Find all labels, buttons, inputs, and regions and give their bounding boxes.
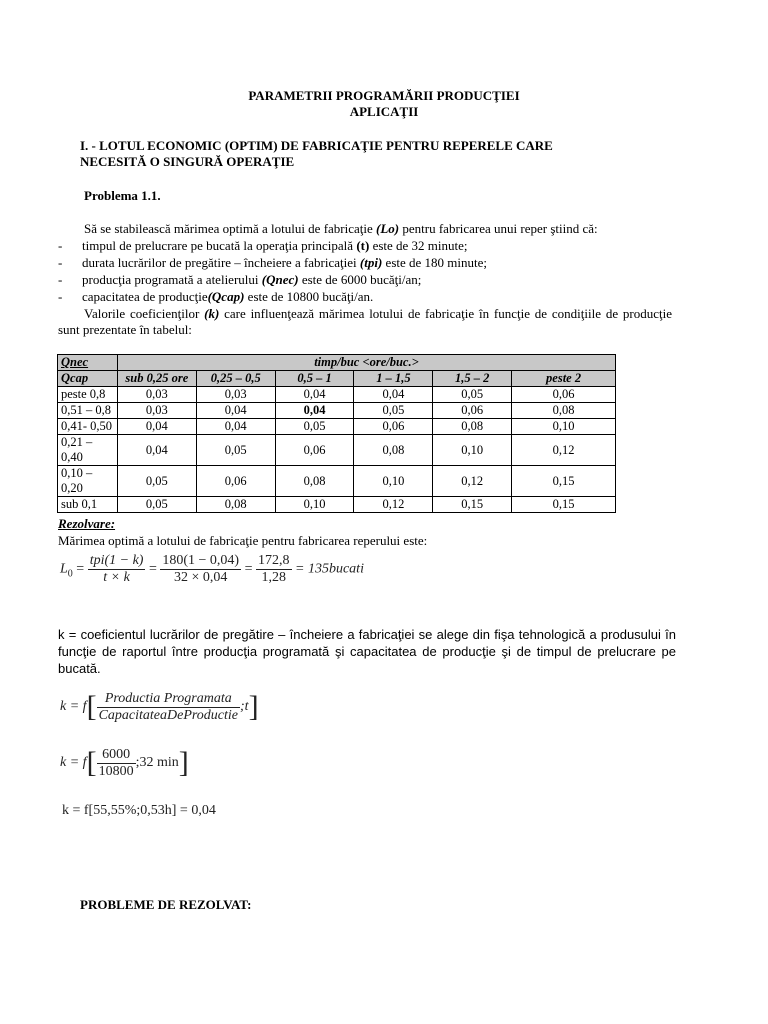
- table-cell: 0,10: [512, 419, 616, 435]
- table-cell: 0,03: [117, 387, 196, 403]
- solution-text: Mărimea optimă a lotului de fabricaţie pentru fabricarea reperului este:: [58, 533, 428, 548]
- table-column-header: peste 2: [512, 371, 616, 387]
- table-cell: 0,15: [512, 497, 616, 513]
- table-cell: 0,15: [512, 466, 616, 497]
- table-row: [58, 419, 616, 435]
- table-column-header: 1 – 1,5: [354, 371, 433, 387]
- table-cell: 0,06: [512, 387, 616, 403]
- table-cell: 0,05: [275, 419, 354, 435]
- document-title: PARAMETRII PROGRAMĂRII PRODUCŢIEI: [248, 88, 520, 103]
- table-cell: 0,04: [117, 435, 196, 466]
- intro-before: Să se stabilească mărimea optimă a lotului de fabricaţie: [84, 221, 377, 236]
- coefficient-table: [57, 354, 616, 513]
- table-cell: 0,10: [275, 497, 354, 513]
- table-corner-top: Qnec: [58, 355, 118, 371]
- table-row: [58, 387, 616, 403]
- table-cell: 0,06: [275, 435, 354, 466]
- table-cell: 0,08: [433, 419, 512, 435]
- table-cell: 0,08: [275, 466, 354, 497]
- k-formula-general: k = f[ $\frac{\text{Productia Programata}}{\text{CapacitateaDeProductie}}$ ;t]: [60, 690, 259, 723]
- table-cell: 0,08: [354, 435, 433, 466]
- table-row: [58, 466, 616, 497]
- table-cell: 0,04: [354, 387, 433, 403]
- section-title-line2: NECESITĂ O SINGURĂ OPERAŢIE: [80, 154, 295, 169]
- table-cell: 0,12: [512, 435, 616, 466]
- table-column-header: 0,25 – 0,5: [196, 371, 275, 387]
- table-cell: 0,08: [512, 403, 616, 419]
- k-coefficient-paragraph: k = coeficientul lucrărilor de pregătire – încheiere a fabricaţiei se alege din fişa tehnologică a produsului în funcţie de raportul între producţia programată şi capacitatea de producţie şi de timpul de prelucrare pe bucată.: [58, 627, 676, 676]
- table-row-label: 0,41- 0,50: [58, 419, 118, 435]
- k-formula-result: k = f[55,55%;0,53h] = 0,04: [62, 803, 216, 818]
- intro-lo: (Lo): [376, 221, 400, 236]
- table-row-label: 0,51 – 0,8: [58, 403, 118, 419]
- section-title-line1: I. - LOTUL ECONOMIC (OPTIM) DE FABRICAŢIE PENTRU REPERELE CARE: [80, 138, 553, 153]
- table-row-label: sub 0,1: [58, 497, 118, 513]
- lot-formula: $L_0$ = $\frac{\text{tpi(1 − k)}}{t \times k}$ = $\frac{180(1 - 0,04)}{32 \times 0,04}$ = $\frac{172,8}{1,28}$ = 135bucati: [60, 553, 364, 585]
- problem-label: Problema 1.1.: [84, 188, 161, 203]
- table-cell: 0,10: [433, 435, 512, 466]
- k-formula-values: k = f[ $\frac{6000}{10800}$ ;32 min]: [60, 746, 189, 779]
- table-cell: 0,15: [433, 497, 512, 513]
- table-cell: 0,05: [117, 497, 196, 513]
- problems-heading: PROBLEME DE REZOLVAT:: [80, 897, 252, 912]
- table-cell: 0,03: [117, 403, 196, 419]
- table-row-label: 0,21 – 0,40: [58, 435, 118, 466]
- table-row: [58, 497, 616, 513]
- table-row-label: peste 0,8: [58, 387, 118, 403]
- table-cell: 0,05: [354, 403, 433, 419]
- table-cell: 0,12: [354, 497, 433, 513]
- table-cell: 0,12: [433, 466, 512, 497]
- table-cell: 0,04: [275, 387, 354, 403]
- table-column-header-row: [58, 371, 616, 387]
- table-cell: 0,05: [433, 387, 512, 403]
- table-cell: 0,06: [196, 466, 275, 497]
- table-cell: 0,10: [354, 466, 433, 497]
- problem-intro: [84, 221, 598, 237]
- table-cell: 0,06: [433, 403, 512, 419]
- solution-label: Rezolvare:: [58, 516, 116, 531]
- table-cell: 0,06: [354, 419, 433, 435]
- table-header-row: [58, 355, 616, 371]
- table-cell: 0,03: [196, 387, 275, 403]
- table-cell: 0,05: [117, 466, 196, 497]
- table-cell: 0,04: [117, 419, 196, 435]
- table-row-label: 0,10 – 0,20: [58, 466, 118, 497]
- coefficient-paragraph: Valorile coeficienţilor (k) care influenţează mărimea lotului de fabricaţie în funcţie de condiţiile de producţie sunt prezentate în tabelul:: [58, 306, 673, 337]
- table-corner-bottom: Qcap: [58, 371, 118, 387]
- table-column-header: sub 0,25 ore: [117, 371, 196, 387]
- table-cell: 0,05: [196, 435, 275, 466]
- intro-after: pentru fabricarea unui reper ştiind că:: [399, 221, 598, 236]
- table-cell: 0,04: [196, 419, 275, 435]
- table-group-header: timp/buc <ore/buc.>: [117, 355, 615, 371]
- table-row: [58, 435, 616, 466]
- table-cell-highlighted: 0,04: [275, 403, 354, 419]
- table-row: [58, 403, 616, 419]
- table-cell: 0,04: [196, 403, 275, 419]
- table-column-header: 0,5 – 1: [275, 371, 354, 387]
- table-cell: 0,08: [196, 497, 275, 513]
- document-subtitle: APLICAŢII: [349, 104, 419, 119]
- table-column-header: 1,5 – 2: [433, 371, 512, 387]
